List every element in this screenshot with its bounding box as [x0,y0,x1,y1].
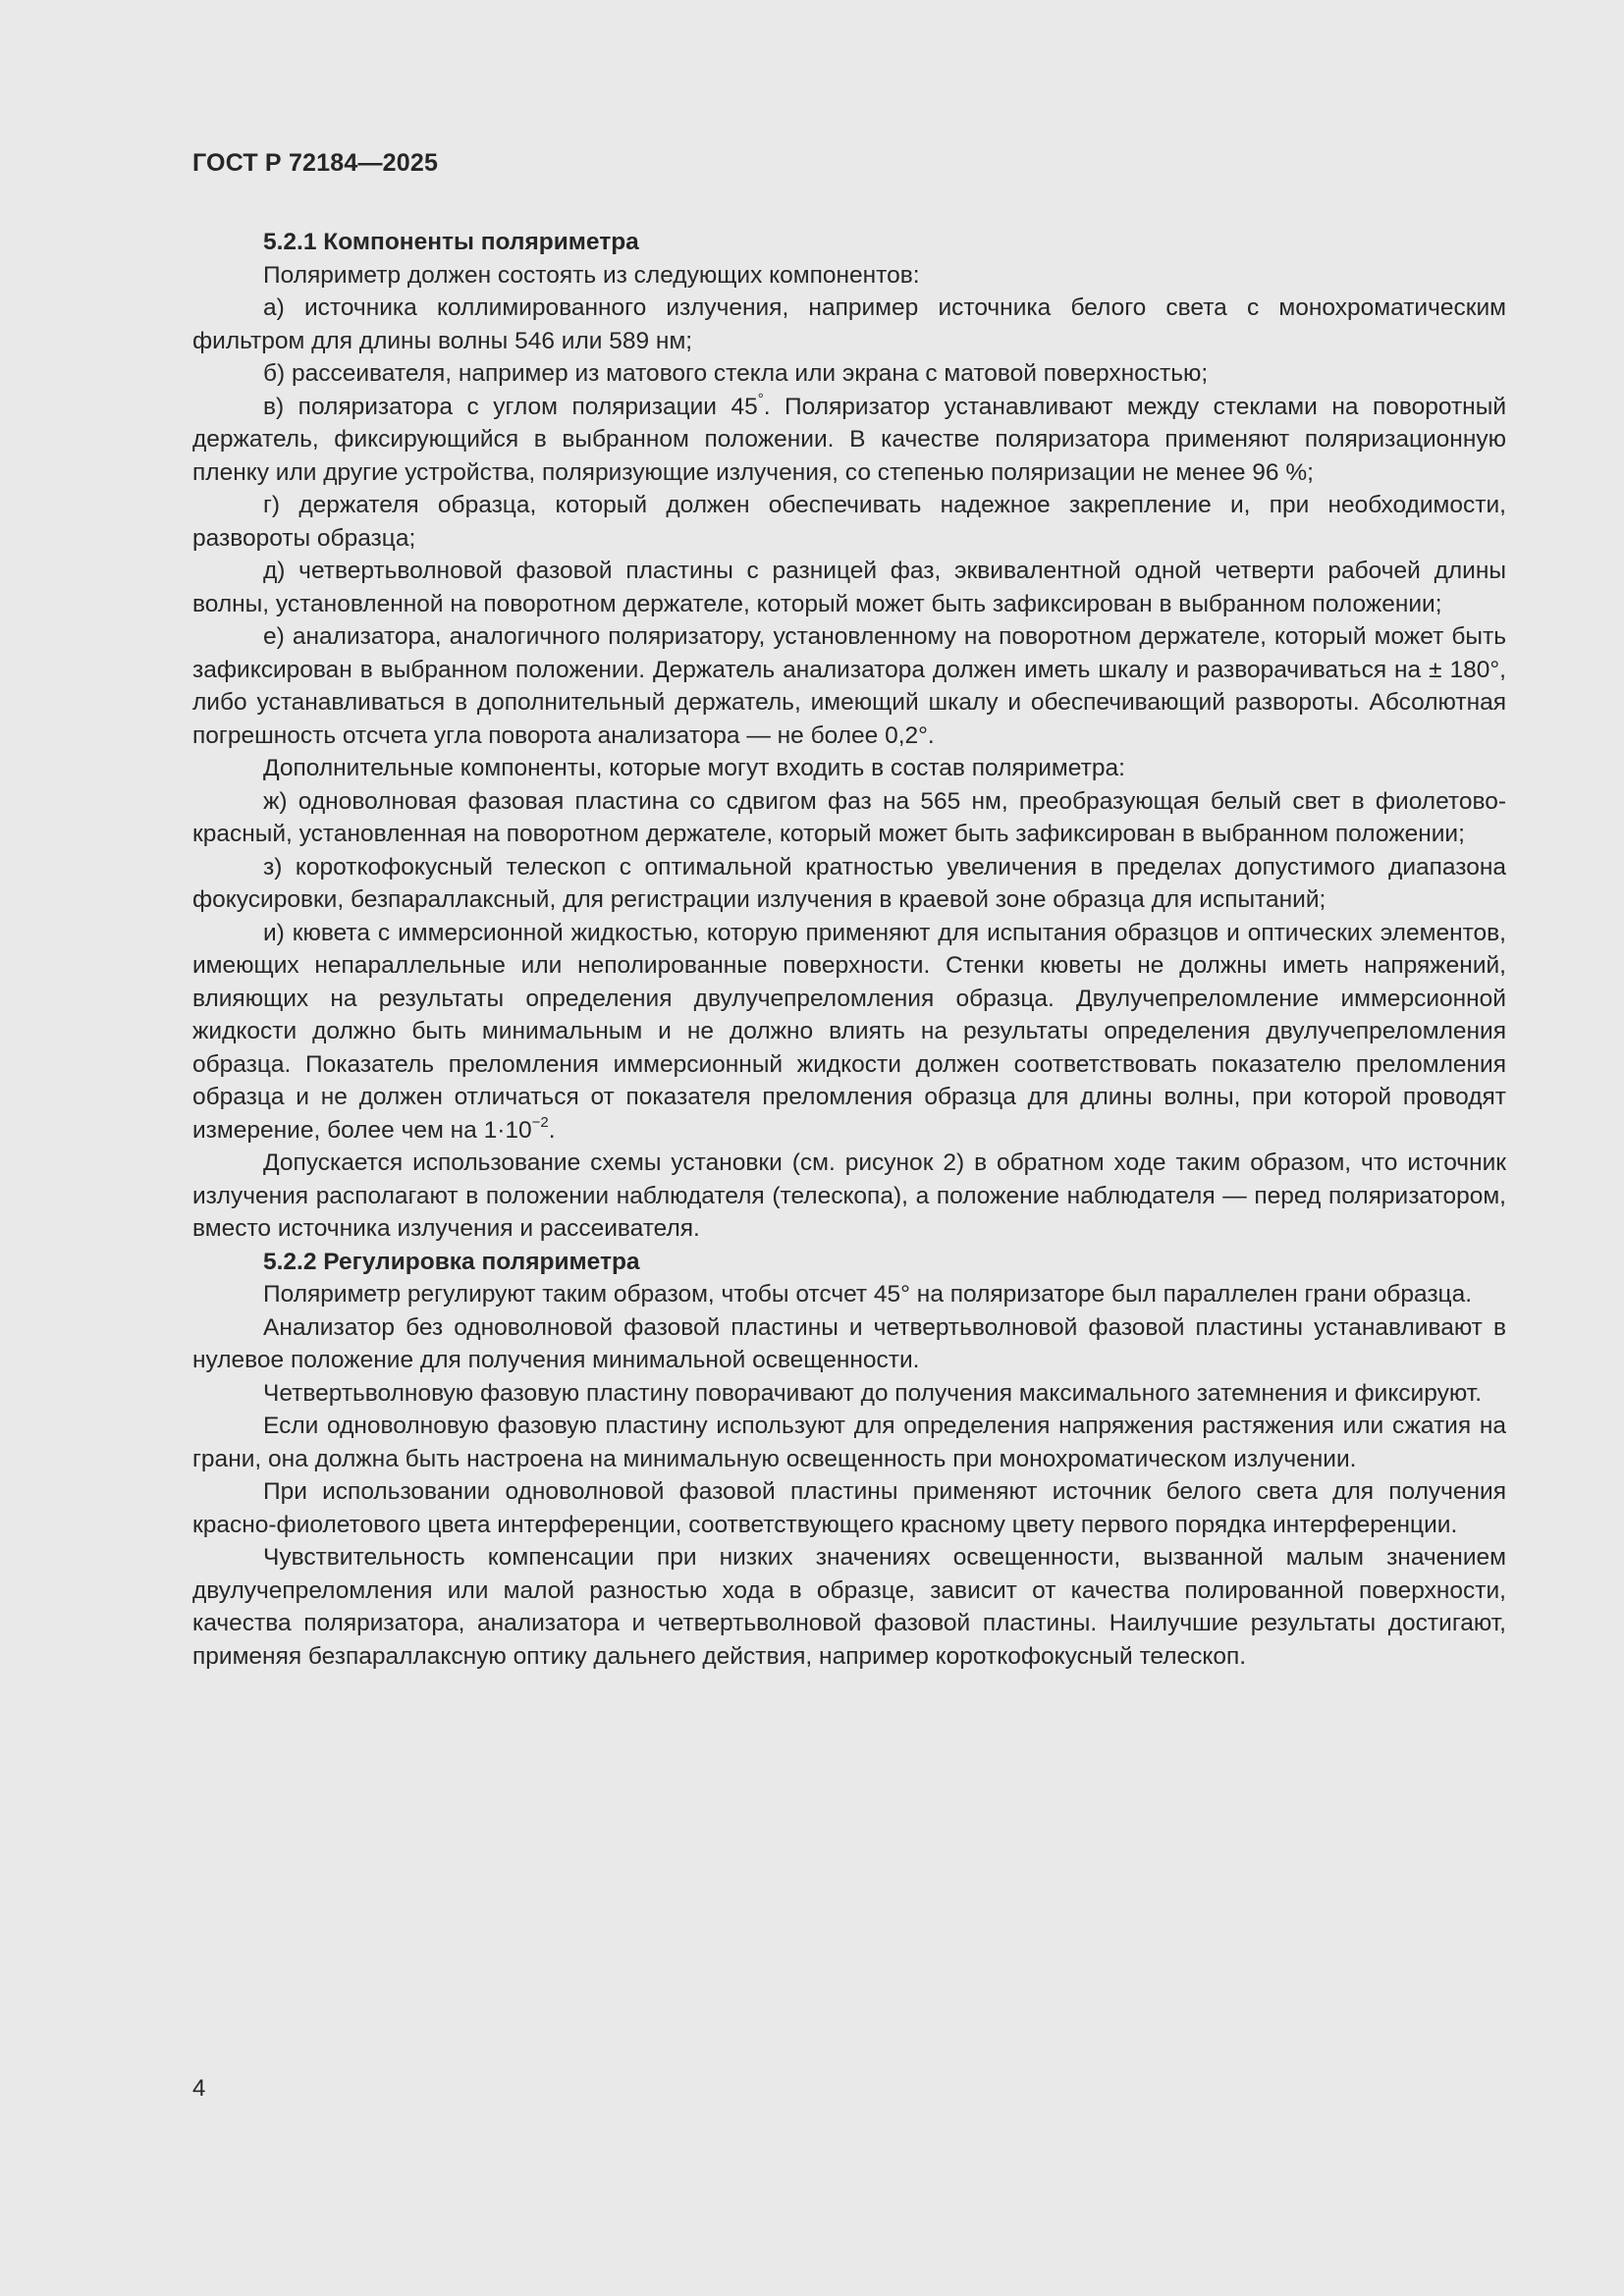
section-5-2-1-title: 5.2.1 Компоненты поляриметра [263,229,639,255]
list-item-v [192,391,1506,490]
paragraph-additional-intro: Дополнительные компоненты, которые могут входить в состав поляриметра: [263,755,1125,781]
page-number: 4 [192,2075,206,2102]
paragraph-adjust-1: Поляриметр регулируют таким образом, чтобы отсчет 45° на поляризаторе был параллелен грани образца. [263,1281,1473,1308]
list-item-v-text-1: в) поляризатора с углом поляризации 45 [263,393,758,420]
list-item-i-text-1: и) кювета с иммерсионной жидкостью, которую применяют для испытания образцов и оптических элементов, имеющих непараллельные или неполированные поверхности. Стенки кюветы не должны иметь напряжений, влияющих на результаты определения двулучепреломления образца. Двулучепреломление иммерсионной жидкости должно быть минимальным и не должно влиять на результаты определения двулучепреломления образца. Показатель преломления иммерсионный жидкости должен соответствовать показателю преломления образца и не должен отличаться от показателя преломления образца для длины волны, при которой проводят измерение, более чем на 1·10 [192,919,1506,1144]
list-item-e: е) анализатора, аналогичного поляризатору, установленному на поворотном держателе, который может быть зафиксирован в выбранном положении. Держатель анализатора должен иметь шкалу и разворачиваться на ± 180°, либо устанавливаться в дополнительный держатель, имеющий шкалу и обеспечивающий развороты. Абсолютная погрешность отсчета угла поворота анализатора — не более 0,2°. [192,623,1506,749]
list-item-g: г) держателя образца, который должен обеспечивать надежное закрепление и, при необходимости, развороты образца; [192,492,1506,552]
paragraph-adjust-3: Четвертьволновую фазовую пластину поворачивают до получения максимального затемнения и фиксируют. [263,1379,1482,1407]
standard-header: ГОСТ Р 72184—2025 [192,149,439,177]
document-body [192,226,1506,1673]
section-5-2-2-title: 5.2.2 Регулировка поляриметра [263,1248,640,1275]
list-item-z: з) короткофокусный телескоп с оптимальной кратностью увеличения в пределах допустимого диапазона фокусировки, безпараллаксный, для регистрации излучения в краевой зоне образца для испытаний; [192,853,1506,913]
degree-superscript: ° [757,391,764,408]
paragraph-reverse-scheme: Допускается использование схемы установки (см. рисунок 2) в обратном ходе таким образом, что источник излучения располагают в положении наблюдателя (телескопа), а положение наблюдателя — перед поляризатором, вместо источника излучения и рассеивателя. [192,1149,1506,1242]
paragraph-adjust-6: Чувствительность компенсации при низких значениях освещенности, вызванной малым значением двулучепреломления или малой разностью хода в образце, зависит от качества полированной поверхности, качества поляризатора, анализатора и четвертьволновой фазовой пластины. Наилучшие результаты достигают, применяя безпараллаксную оптику дальнего действия, например короткофокусный телескоп. [192,1544,1506,1670]
paragraph-adjust-2: Анализатор без одноволновой фазовой пластины и четвертьволновой фазовой пластины устанавливают в нулевое положение для получения минимальной освещенности. [192,1313,1506,1373]
list-item-i-text-2: . [548,1116,556,1144]
list-item-v-text-2: . Поляризатор устанавливают между стеклами на поворотный держатель, фиксирующийся в выбранном положении. В качестве поляризатора применяют поляризационную пленку или другие устройства, поляризующие излучения, со степенью поляризации не менее 96 %; [192,393,1507,486]
exponent-superscript: −2 [531,1114,549,1132]
list-item-b: б) рассеивателя, например из матового стекла или экрана с матовой поверхностью; [263,360,1209,387]
paragraph-adjust-5: При использовании одноволновой фазовой пластины применяют источник белого света для получения красно-фиолетового цвета интерференции, соответствующего красному цвету первого порядка интерференции. [192,1478,1506,1538]
paragraph-adjust-4: Если одноволновую фазовую пластину используют для определения напряжения растяжения или сжатия на грани, она должна быть настроена на минимальную освещенность при монохроматическом излучении. [192,1413,1506,1472]
list-item-d: д) четвертьволновой фазовой пластины с разницей фаз, эквивалентной одной четверти рабочей длины волны, установленной на поворотном держателе, который может быть зафиксирован в выбранном положении; [192,558,1506,617]
paragraph-intro: Поляриметр должен состоять из следующих компонентов: [263,261,920,289]
list-item-a: а) источника коллимированного излучения, например источника белого света с монохроматическим фильтром для длины волны 546 или 589 нм; [192,294,1506,354]
list-item-zh: ж) одноволновая фазовая пластина со сдвигом фаз на 565 нм, преобразующая белый свет в фиолетово-красный, установленная на поворотном держателе, который может быть зафиксирован в выбранном положении; [192,787,1506,847]
list-item-i [192,917,1506,1148]
